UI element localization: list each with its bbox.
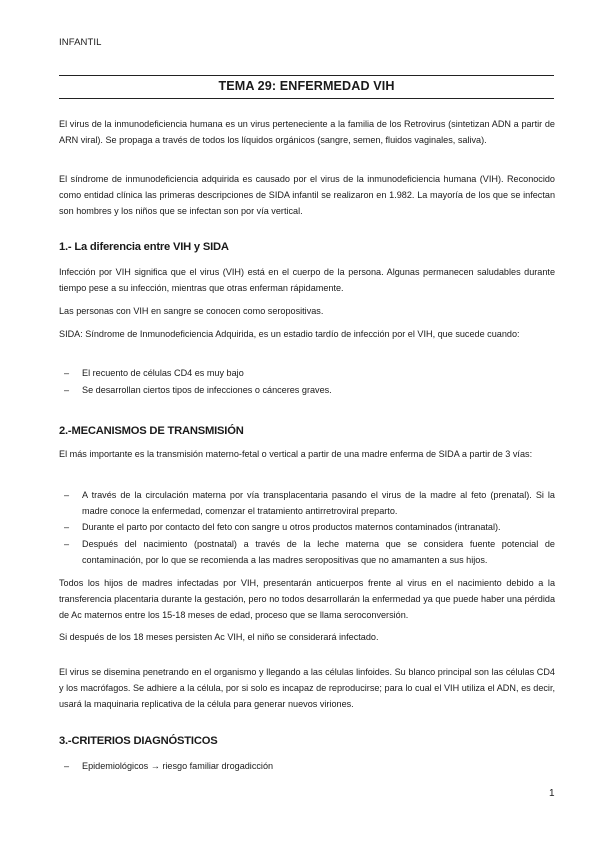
section2-lead: El más importante es la transmisión materno-fetal o vertical a partir de una madre enferma de SIDA a partir de 3 vías: bbox=[59, 449, 533, 459]
bullet-dash: – bbox=[64, 490, 70, 500]
list-item-text: Después del nacimiento (postnatal) a través de la leche materna que se considera fuente potencial de contaminación, por lo que se recomienda a las madres seropositivas que no amamanten a sus hijos. bbox=[82, 539, 555, 566]
title-box bbox=[59, 75, 554, 99]
page-number: 1 bbox=[549, 788, 555, 799]
section2-paragraph-2: Si después de los 18 meses persisten Ac VIH, el niño se considerará infectado. bbox=[59, 632, 379, 642]
list-item-text: Se desarrollan ciertos tipos de infecciones o cánceres graves. bbox=[82, 385, 332, 395]
section1-paragraph-1: Infección por VIH significa que el virus (VIH) está en el cuerpo de la persona. Algunas permanecen saludables durante tiempo pese a su infección, mientras que otras enferman rápidamente. bbox=[59, 267, 555, 294]
intro-paragraph-2: El síndrome de inmunodeficiencia adquirida es causado por el virus de la inmunodeficiencia humana (VIH). Reconocido como entidad clínica las primeras descripciones de SIDA infantil se realizaron en 1.982. La mayoría de los que se infectan son hombres y los niños que se infectan son por vía vertical. bbox=[59, 174, 555, 217]
page-title: TEMA 29: ENFERMEDAD VIH bbox=[218, 79, 395, 93]
section2-paragraph-3: El virus se disemina penetrando en el organismo y llegando a las células linfoides. Su blanco principal son las células CD4 y los macrófagos. Se adhiere a la célula, por si solo es incapaz de reproducirse; para lo cual el VIH utiliza el ADN, es decir, usará la maquinaria replicativa de la célula para generar nuevos viriones. bbox=[59, 667, 555, 710]
section1-heading: 1.- La diferencia entre VIH y SIDA bbox=[59, 241, 229, 253]
section2-paragraph-1: Todos los hijos de madres infectadas por VIH, presentarán anticuerpos frente al virus en el nacimiento debido a la transferencia placentaria durante la gestación, pero no todos desarrollarán la enfermedad ya que puede haber una pérdida de Ac maternos entre los 15-18 meses de edad, proceso que se llama seroconversión. bbox=[59, 578, 555, 621]
bullet-dash: – bbox=[64, 539, 70, 549]
bullet-dash: – bbox=[64, 385, 70, 395]
section2-heading: 2.-MECANISMOS DE TRANSMISIÓN bbox=[59, 425, 244, 437]
bullet-dash: – bbox=[64, 761, 70, 771]
list-item-text: A través de la circulación materna por vía transplacentaria pasando el virus de la madre al feto (prenatal). Si la madre conoce la enfermedad, comenzar el tratamiento antirretroviral preparto. bbox=[82, 490, 555, 517]
section1-paragraph-3: SIDA: Síndrome de Inmunodeficiencia Adquirida, es un estadio tardío de infección por el VIH, que sucede cuando: bbox=[59, 329, 520, 339]
section1-paragraph-2: Las personas con VIH en sangre se conocen como seropositivas. bbox=[59, 306, 324, 316]
list-item-text: Durante el parto por contacto del feto con sangre u otros productos maternos contaminados (intranatal). bbox=[82, 522, 501, 532]
page-header: INFANTIL bbox=[59, 37, 102, 48]
list-item-text: Epidemiológicos → riesgo familiar drogadicción bbox=[82, 761, 274, 771]
intro-paragraph-1: El virus de la inmunodeficiencia humana es un virus perteneciente a la familia de los Retrovirus (sintetizan ADN a partir de ARN viral). Se propaga a través de todos los líquidos orgánicos (sangre, semen, fluidos vaginales, saliva). bbox=[59, 119, 555, 146]
bullet-dash: – bbox=[64, 522, 70, 532]
list-item-text: El recuento de células CD4 es muy bajo bbox=[82, 368, 244, 378]
bullet-dash: – bbox=[64, 368, 70, 378]
section3-heading: 3.-CRITERIOS DIAGNÓSTICOS bbox=[59, 735, 218, 747]
